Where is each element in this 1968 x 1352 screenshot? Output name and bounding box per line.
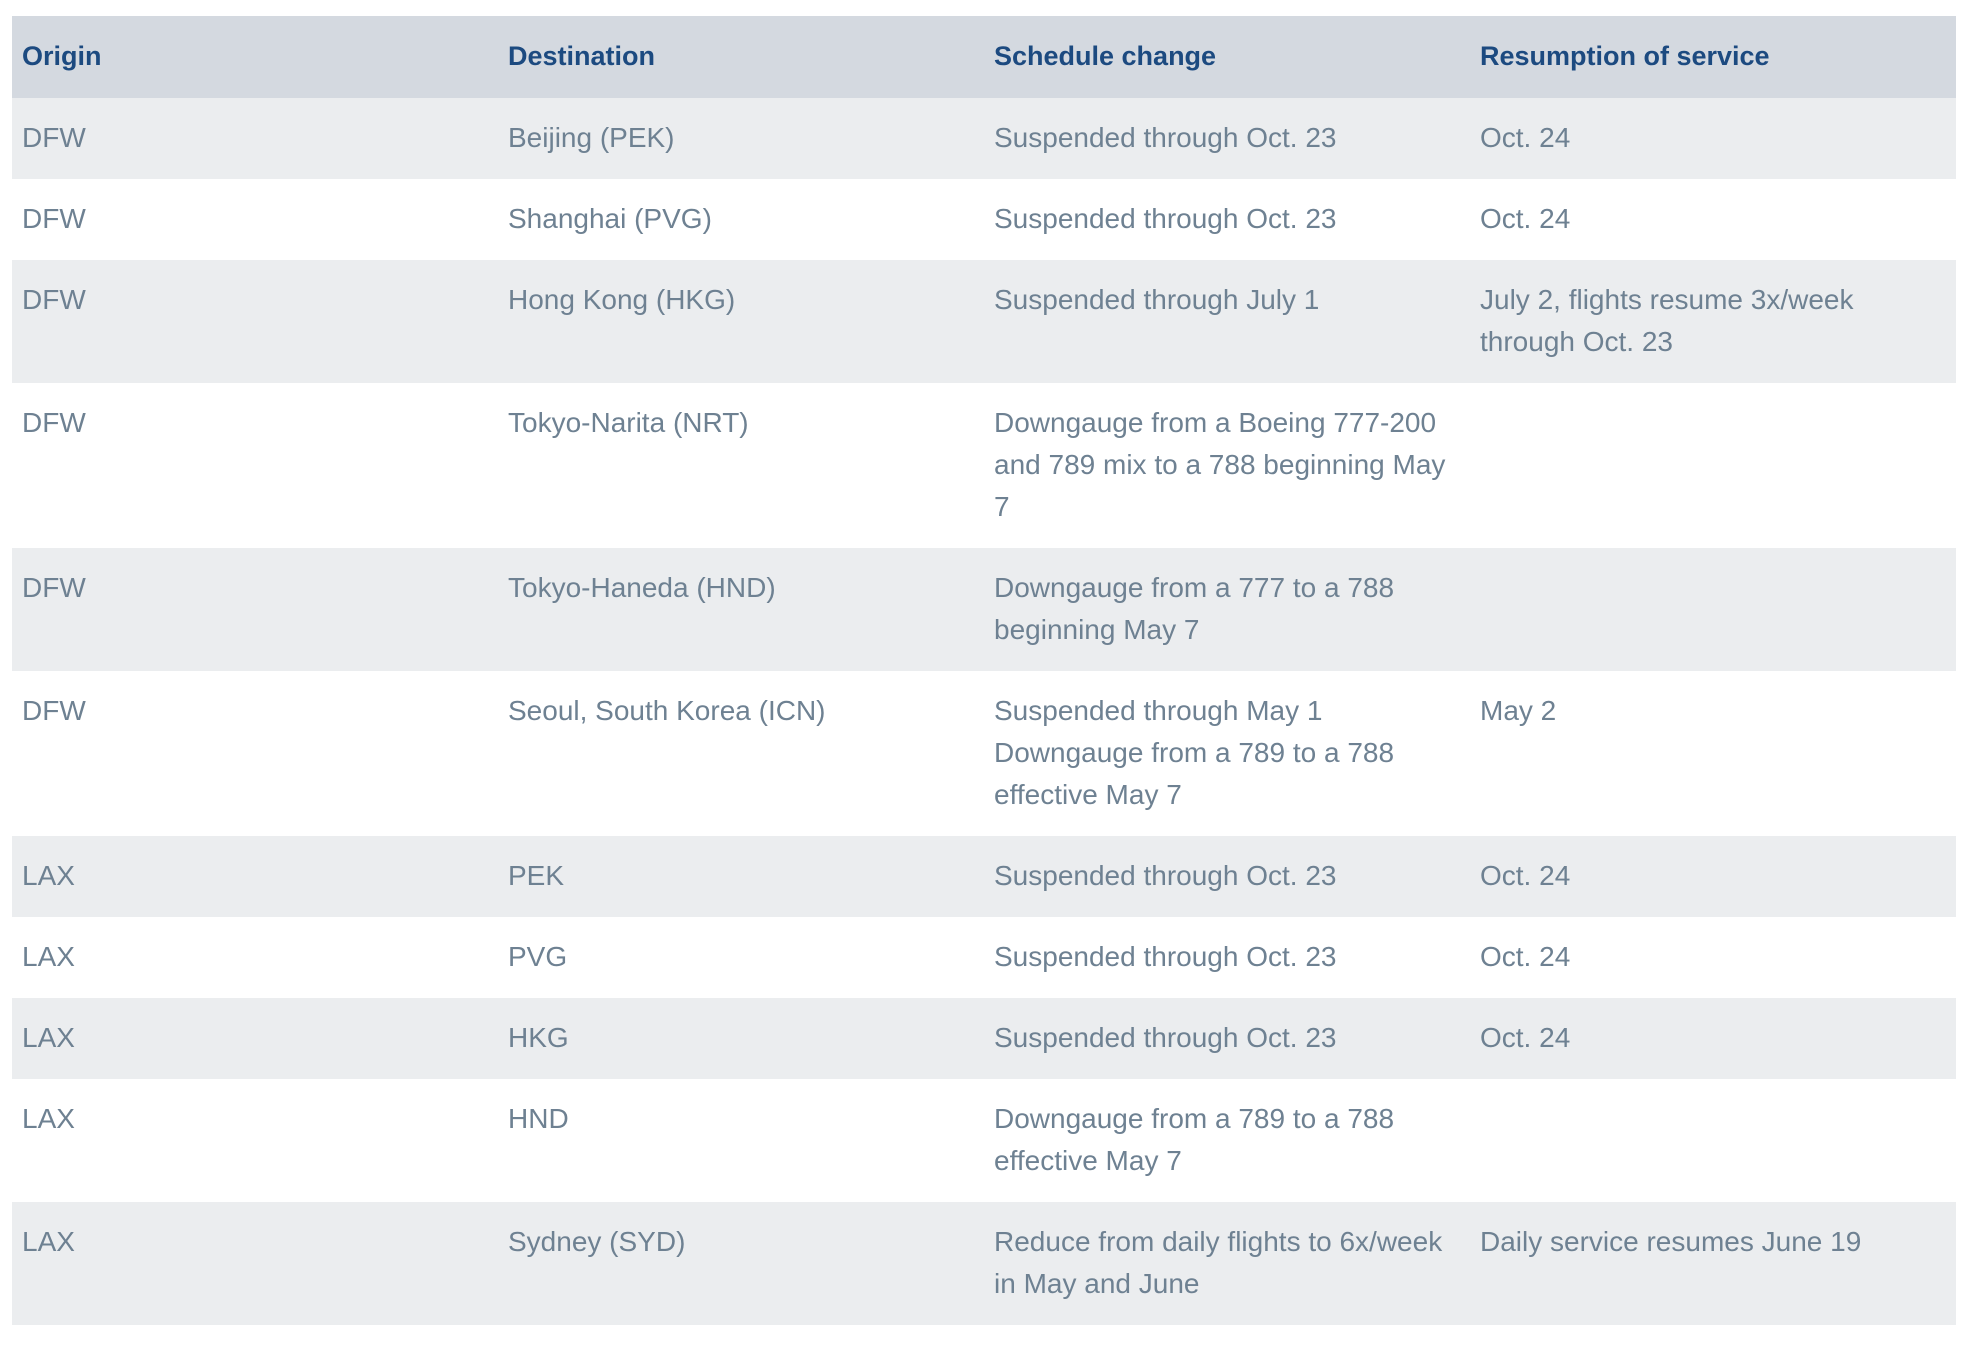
- cell-schedule-change: Downgauge from a 777 to a 788 beginning May 7: [994, 572, 1395, 645]
- table-row: [12, 998, 1956, 1079]
- cell-schedule-change: Suspended through Oct. 23: [994, 860, 1337, 891]
- cell-resumption: July 2, flights resume 3x/week through Oct. 23: [1480, 284, 1854, 357]
- table-row: [12, 836, 1956, 917]
- schedule-table-container: [12, 16, 1956, 1325]
- cell-origin: LAX: [22, 1226, 75, 1257]
- cell-origin: LAX: [22, 1022, 75, 1053]
- cell-destination: Hong Kong (HKG): [508, 284, 736, 315]
- cell-origin: LAX: [22, 860, 75, 891]
- cell-origin: DFW: [22, 284, 86, 315]
- cell-origin: DFW: [22, 572, 86, 603]
- cell-resumption: [1470, 548, 1956, 671]
- cell-origin: DFW: [22, 122, 86, 153]
- cell-schedule-change: Suspended through Oct. 23: [994, 1022, 1337, 1053]
- cell-schedule-change: Suspended through Oct. 23: [994, 203, 1337, 234]
- column-header-destination: Destination: [508, 41, 656, 71]
- cell-schedule-change: Suspended through Oct. 23: [994, 941, 1337, 972]
- cell-schedule-change: Suspended through Oct. 23: [994, 122, 1337, 153]
- cell-resumption: [1470, 383, 1956, 548]
- cell-origin: DFW: [22, 203, 86, 234]
- table-row: [12, 917, 1956, 998]
- table-row: [12, 383, 1956, 548]
- cell-destination: Seoul, South Korea (ICN): [508, 695, 826, 726]
- cell-destination: HND: [508, 1103, 569, 1134]
- schedule-table: [12, 16, 1956, 1325]
- cell-destination: Shanghai (PVG): [508, 203, 712, 234]
- cell-line: Suspended through May 1: [994, 695, 1323, 726]
- table-row: [12, 98, 1956, 179]
- cell-schedule-change: Downgauge from a 789 to a 788 effective May 7: [994, 1103, 1395, 1176]
- cell-destination: Sydney (SYD): [508, 1226, 686, 1257]
- cell-destination: PEK: [508, 860, 565, 891]
- column-header-schedule-change: Schedule change: [994, 41, 1217, 71]
- cell-resumption: Oct. 24: [1480, 1022, 1571, 1053]
- cell-origin: DFW: [22, 695, 86, 726]
- cell-origin: DFW: [22, 407, 86, 438]
- cell-destination: Tokyo-Haneda (HND): [508, 572, 776, 603]
- cell-resumption: Oct. 24: [1480, 860, 1571, 891]
- cell-resumption: Oct. 24: [1480, 203, 1571, 234]
- table-row: [12, 1202, 1956, 1325]
- cell-origin: LAX: [22, 1103, 75, 1134]
- cell-destination: PVG: [508, 941, 568, 972]
- cell-schedule-change: Downgauge from a Boeing 777-200 and 789 mix to a 788 beginning May 7: [994, 407, 1446, 522]
- cell-schedule-change: Suspended through July 1: [994, 284, 1320, 315]
- table-header-row: [12, 16, 1956, 98]
- cell-resumption: May 2: [1480, 695, 1557, 726]
- cell-resumption: Oct. 24: [1480, 941, 1571, 972]
- cell-resumption: Oct. 24: [1480, 122, 1571, 153]
- table-row: [12, 1079, 1956, 1202]
- table-row: [12, 671, 1956, 836]
- table-row: [12, 179, 1956, 260]
- column-header-origin: Origin: [22, 41, 102, 71]
- cell-destination: Tokyo-Narita (NRT): [508, 407, 749, 438]
- table-body: [12, 98, 1956, 1325]
- cell-schedule-change: Reduce from daily flights to 6x/week in May and June: [994, 1226, 1443, 1299]
- cell-resumption: [1470, 1079, 1956, 1202]
- table-row: [12, 548, 1956, 671]
- cell-resumption: Daily service resumes June 19: [1480, 1226, 1862, 1257]
- table-row: [12, 260, 1956, 383]
- cell-line: Downgauge from a 789 to a 788 effective May 7: [994, 737, 1395, 810]
- cell-origin: LAX: [22, 941, 75, 972]
- column-header-resumption: Resumption of service: [1480, 41, 1770, 71]
- cell-schedule-change: [984, 671, 1470, 836]
- cell-destination: Beijing (PEK): [508, 122, 675, 153]
- cell-destination: HKG: [508, 1022, 569, 1053]
